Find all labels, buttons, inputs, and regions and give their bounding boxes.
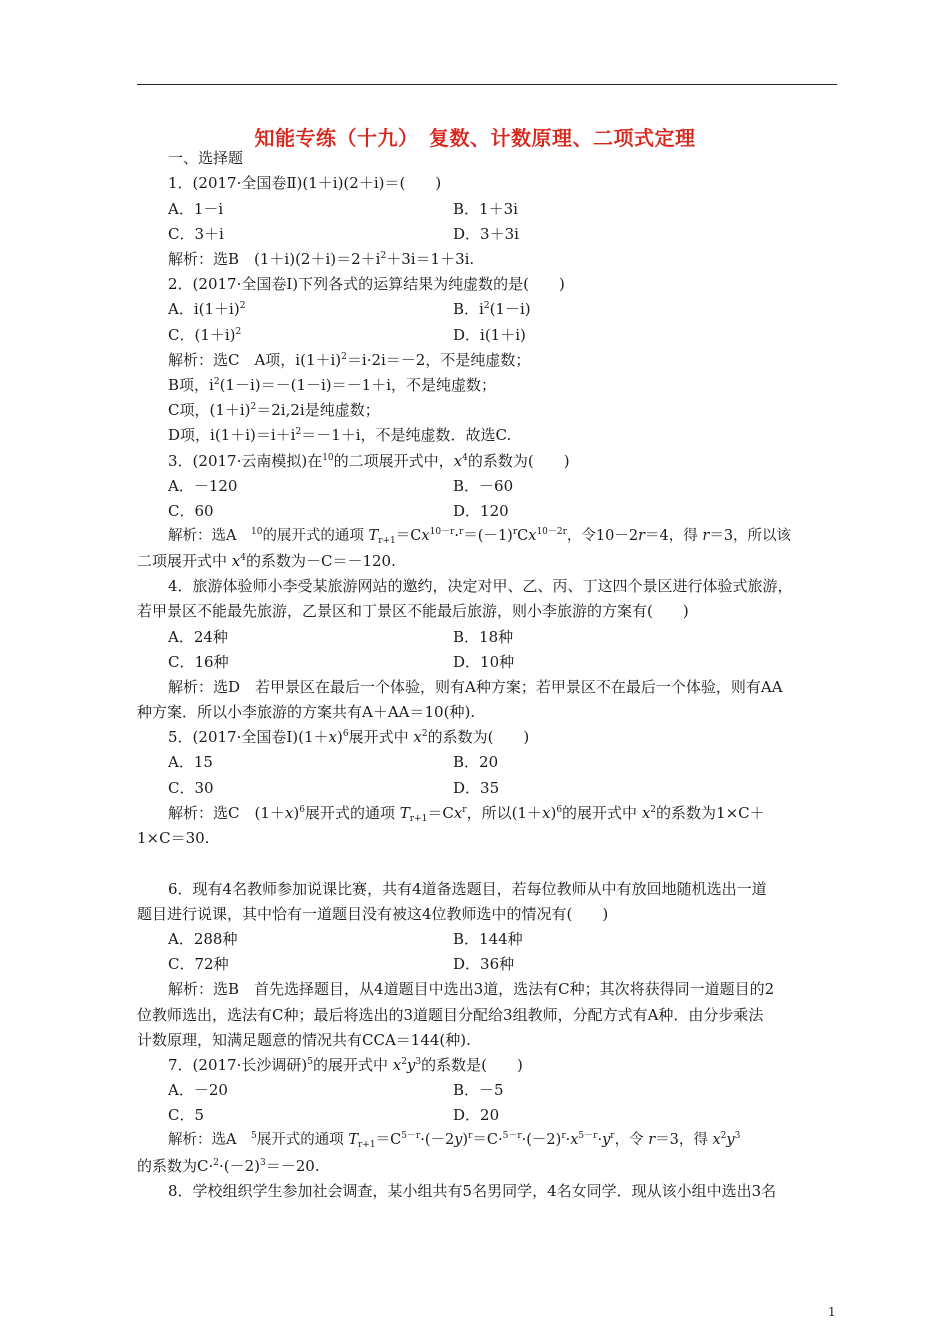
q6-option-c: C．72种 (168, 955, 229, 973)
q6-option-d: D．36种 (453, 955, 515, 973)
q4-solution-line2: 种方案．所以小李旅游的方案共有A＋AA＝10(种). (137, 703, 476, 721)
q3-option-a: A．－120 (168, 477, 238, 495)
q2-solution-line4: D项，$i(1+i)=i+i^2=-1+i$，不是纯虚数．故选C. (168, 426, 512, 444)
q6-solution-line2: 位教师选出，选法有C种；最后将选出的3道题目分配给3组教师，分配方式有A种．由分步乘法 (137, 1006, 764, 1024)
q2-stem: 2．(2017·全国卷Ⅰ)下列各式的运算结果为纯虚数的是( ) (168, 275, 565, 293)
q2-option-b: B．$i^2(1-i)$ (453, 300, 531, 318)
q7-option-b: B．－5 (453, 1081, 504, 1099)
q3-option-b: B．－60 (453, 477, 514, 495)
q3-solution-line2: 二项展开式中 $x^4$的系数为－C＝－120. (137, 552, 396, 570)
header-rule (137, 84, 837, 85)
q5-option-a: A．15 (168, 753, 213, 771)
q4-solution-line1: 解析：选D 若甲景区在最后一个体验，则有A种方案；若甲景区不在最后一个体验，则有AA (168, 678, 783, 696)
q5-option-b: B．20 (453, 753, 499, 771)
q4-stem-line1: 4．旅游体验师小李受某旅游网站的邀约，决定对甲、乙、丙、丁这四个景区进行体验式旅游， (168, 577, 793, 595)
q6-option-b: B．144种 (453, 930, 523, 948)
q4-option-c: C．16种 (168, 653, 229, 671)
q7-option-d: D．20 (453, 1106, 500, 1124)
q6-solution-line1: 解析：选B 首先选择题目，从4道题目中选出3道，选法有C种；其次将获得同一道题目的2 (168, 980, 775, 998)
q6-stem-line1: 6．现有4名教师参加说课比赛，共有4道备选题目，若每位教师从中有放回地随机选出一道 (168, 880, 767, 898)
section-heading: 一、选择题 (168, 149, 244, 167)
q1-option-b: B．1＋3i (453, 200, 518, 218)
q5-solution-line1: 解析：选C $(1+x)^6$展开式的通项 $T_{r+1}=Cx^r$，所以$(1+x)^6$的展开式中 $x^2$的系数为1×C＋ (168, 804, 765, 824)
q3-solution-line1: 解析：选A $^{10}$的展开式的通项 $T_{r+1}=Cx^{10-r}\cdot^r=(-1)^rCx^{10-2r}$，令10－2r＝4，得 r＝3，所以该 (168, 527, 792, 546)
q6-option-a: A．288种 (168, 930, 238, 948)
q7-option-a: A．－20 (168, 1081, 228, 1099)
q5-option-d: D．35 (453, 779, 500, 797)
q1-option-d: D．3＋3i (453, 225, 519, 243)
q3-option-c: C．60 (168, 502, 214, 520)
q2-solution-line3: C项，$(1+i)^2=2i,2i$是纯虚数； (168, 401, 380, 419)
q4-option-d: D．10种 (453, 653, 515, 671)
q2-option-d: D．i(1＋i) (453, 326, 526, 344)
q5-stem: 5．(2017·全国卷$Ⅰ)(1+x)^6$展开式中 $x^2$的系数为( ) (168, 728, 530, 746)
q4-option-b: B．18种 (453, 628, 514, 646)
q1-option-a: A．1－i (168, 200, 224, 218)
q1-option-c: C．3＋i (168, 225, 224, 243)
q6-solution-line3: 计数原理，知满足题意的情况共有CCA＝144(种). (137, 1031, 471, 1049)
q1-solution: 解析：选B $(1+i)(2+i)=2+i^2+3i=1+3i$. (168, 250, 475, 268)
q7-solution-line1: 解析：选A $^5$展开式的通项 $T_{r+1}=C^{5-r}\cdot(-2y)^r=C\cdot^{5-r}\cdot(-2)^r\cdot x^{5-r}\cdot y^r$，令 r＝3，得 $x^2y^3$ (168, 1131, 741, 1150)
q5-option-c: C．30 (168, 779, 214, 797)
q6-stem-line2: 题目进行说课，其中恰有一道题目没有被这4位教师选中的情况有( ) (137, 905, 609, 923)
q2-solution-line1: 解析：选C A项，$i(1+i)^2=i\cdot 2i=-2$，不是纯虚数； (168, 351, 531, 369)
page-number: 1 (828, 1305, 836, 1319)
q3-option-d: D．120 (453, 502, 509, 520)
q7-solution-line2: 的系数为$C\cdot^2\cdot(-2)^3=-20$. (137, 1157, 320, 1175)
q4-stem-line2: 若甲景区不能最先旅游，乙景区和丁景区不能最后旅游，则小李旅游的方案有( ) (137, 602, 689, 620)
page-title: 知能专练（十九） 复数、计数原理、二项式定理 (254, 126, 696, 150)
q7-stem: 7．(2017·长沙调研)$^5$的展开式中 $x^2y^3$的系数是( ) (168, 1056, 523, 1074)
q3-stem: 3．(2017·云南模拟)在$^{10}$的二项展开式中，$x^4$的系数为( ) (168, 452, 570, 470)
q8-stem-line1: 8．学校组织学生参加社会调查，某小组共有5名男同学，4名女同学．现从该小组中选出3名 (168, 1182, 777, 1200)
q1-stem: 1．(2017·全国卷Ⅱ)(1＋i)(2＋i)＝( ) (168, 174, 442, 192)
q5-solution-line2: 1×C＝30. (137, 829, 210, 847)
q2-option-c: C．$(1+i)^2$ (168, 326, 242, 344)
q2-solution-line2: B项，$i^2(1-i)=-(1-i)=-1+i$，不是纯虚数； (168, 376, 496, 394)
q7-option-c: C．5 (168, 1106, 205, 1124)
q2-option-a: A．$i(1+i)^2$ (168, 300, 246, 318)
q4-option-a: A．24种 (168, 628, 228, 646)
